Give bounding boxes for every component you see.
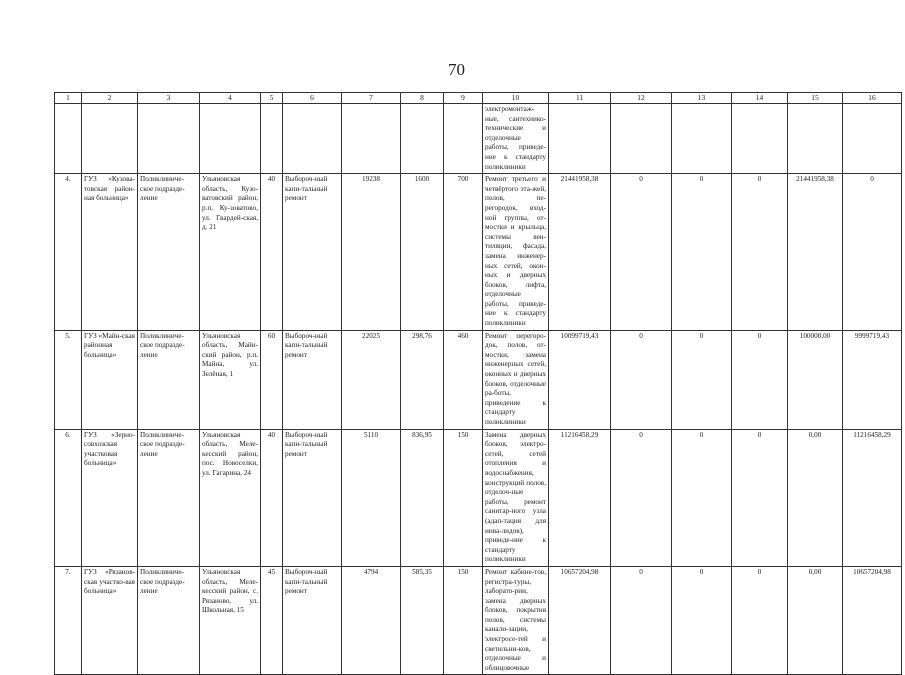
cell-8: 298,76: [401, 330, 444, 429]
subdivision: Поликлиниче-ское подразде-ление: [138, 429, 200, 566]
cell-13: 0: [672, 174, 732, 331]
works-description: Замена дверных блоков, электро-сетей, сетей отопления и водоснабжения, конструкций полов, отделоч-ные работы, ремонт санитар-ного узла (адап-тация для инва-лидов), приведе-ние к стандарту поликлиники: [483, 429, 549, 566]
institution-name: ГУЗ «Кузова-товская район-ная больница»: [82, 174, 138, 331]
repair-type: Выбороч-ный капи-тальный ремонт: [283, 566, 342, 675]
cell-8: 1600: [401, 174, 444, 331]
cell-8: 836,95: [401, 429, 444, 566]
institution-name: ГУЗ «Рязанов-ская участко-вая больница»: [82, 566, 138, 675]
cell-13: [672, 104, 732, 174]
cost-total: 10099719,43: [549, 330, 611, 429]
cell-15: 100000,00: [788, 330, 843, 429]
works-description: Ремонт третьего и четвёртого эта-жей, полов, пе-регородок, вход-ной группы, от-мостки и крыльца, системы вен-тиляции, фасада, замена инженер-ных сетей, окон-ных и дверных блоков, лифта, отделочные работы, приведе-ние к стандарту поликлиники: [483, 174, 549, 331]
cell-5: 40: [261, 429, 283, 566]
cell-9: [444, 104, 483, 174]
column-header: 4: [200, 93, 261, 104]
cell-8: [401, 104, 444, 174]
cell-15: 21441958,38: [788, 174, 843, 331]
row-number: 4.: [55, 174, 82, 331]
cell-5: 40: [261, 174, 283, 331]
cell-12: [611, 104, 672, 174]
column-header: 16: [843, 93, 902, 104]
cost-total: 21441958,38: [549, 174, 611, 331]
column-header: 3: [138, 93, 200, 104]
register-table: [54, 92, 902, 675]
cell-9: 460: [444, 330, 483, 429]
row-number: [55, 104, 82, 174]
repair-type: Выбороч-ный капи-тальный ремонт: [283, 174, 342, 331]
cell-12: 0: [611, 429, 672, 566]
cell-7: 4794: [342, 566, 401, 675]
address: Ульяновская область, Меле-кесский район, с. Рязаново, ул. Школьная, 15: [200, 566, 261, 675]
column-header: 10: [483, 93, 549, 104]
cell-13: 0: [672, 330, 732, 429]
cell-13: 0: [672, 566, 732, 675]
cell-7: 19238: [342, 174, 401, 331]
cell-9: 700: [444, 174, 483, 331]
cell-16: [843, 104, 902, 174]
column-header: 15: [788, 93, 843, 104]
cell-15: 0,00: [788, 429, 843, 566]
works-description: Ремонт кабине-тов, регистра-туры, лаборато-рии, замена дверных блоков, покрытия полов, системы канали-зации, электросе-тей и светильни-ков, отделочные и облицовочные: [483, 566, 549, 675]
cell-13: 0: [672, 429, 732, 566]
institution-name: ГУЗ «Майн-ская районная больница»: [82, 330, 138, 429]
cell-9: 150: [444, 566, 483, 675]
institution-name: [82, 104, 138, 174]
cell-15: 0,00: [788, 566, 843, 675]
works-description: электромонтаж-ные, сантехнико-технические и отделочные работы, приведе-ние к стандарту поликлиники: [483, 104, 549, 174]
cell-16: 9999719,43: [843, 330, 902, 429]
address: Ульяновская область, Майн-ский район, р.п. Майна, ул. Зелёная, 1: [200, 330, 261, 429]
column-header: 8: [401, 93, 444, 104]
cell-14: 0: [732, 330, 788, 429]
subdivision: Поликлиниче-ское подразде-ление: [138, 174, 200, 331]
column-header: 9: [444, 93, 483, 104]
cell-16: 11216458,29: [843, 429, 902, 566]
cell-16: 10657204,98: [843, 566, 902, 675]
cell-14: 0: [732, 429, 788, 566]
row-number: 6.: [55, 429, 82, 566]
cell-12: 0: [611, 566, 672, 675]
cell-9: 150: [444, 429, 483, 566]
page-number: 70: [448, 60, 465, 79]
table-row: [55, 104, 902, 174]
repair-type: Выбороч-ный капи-тальный ремонт: [283, 429, 342, 566]
cell-12: 0: [611, 330, 672, 429]
row-number: 5.: [55, 330, 82, 429]
column-header: 5: [261, 93, 283, 104]
table-row: [55, 566, 902, 675]
works-description: Ремонт перегоро-док, полов, от-мостки, замена инженерных сетей, оконных и дверных блоков, отделочные ра-боты, приведение к стандарту поликлиники: [483, 330, 549, 429]
repair-type: Выбороч-ный капи-тальный ремонт: [283, 330, 342, 429]
cost-total: 10657204,98: [549, 566, 611, 675]
row-number: 7.: [55, 566, 82, 675]
address: [200, 104, 261, 174]
cell-15: [788, 104, 843, 174]
column-header: 7: [342, 93, 401, 104]
subdivision: Поликлиниче-ское подразде-ление: [138, 330, 200, 429]
column-header: 14: [732, 93, 788, 104]
table-row: [55, 330, 902, 429]
column-header: 6: [283, 93, 342, 104]
cell-7: [342, 104, 401, 174]
cell-5: 60: [261, 330, 283, 429]
cell-8: 585,35: [401, 566, 444, 675]
column-header: 2: [82, 93, 138, 104]
repair-type: [283, 104, 342, 174]
subdivision: Поликлиниче-ское подразде-ление: [138, 566, 200, 675]
subdivision: [138, 104, 200, 174]
institution-name: ГУЗ «Зерно-совхозская участковая больница»: [82, 429, 138, 566]
cost-total: 11216458,29: [549, 429, 611, 566]
column-header: 1: [55, 93, 82, 104]
cell-16: 0: [843, 174, 902, 331]
column-header: 11: [549, 93, 611, 104]
column-header: 12: [611, 93, 672, 104]
cell-7: 5110: [342, 429, 401, 566]
table-row: [55, 174, 902, 331]
cell-14: 0: [732, 566, 788, 675]
column-header: 13: [672, 93, 732, 104]
address: Ульяновская область, Меле-кесский район, пос. Новоселки, ул. Гагарина, 24: [200, 429, 261, 566]
cell-12: 0: [611, 174, 672, 331]
header-row: [55, 93, 902, 104]
cell-5: [261, 104, 283, 174]
cell-14: 0: [732, 174, 788, 331]
table-row: [55, 429, 902, 566]
cell-14: [732, 104, 788, 174]
cell-7: 22025: [342, 330, 401, 429]
address: Ульяновская область, Кузо-ватовский район, р.п. Ку-зоватово, ул. Гвардей-ская, д. 21: [200, 174, 261, 331]
cost-total: [549, 104, 611, 174]
cell-5: 45: [261, 566, 283, 675]
